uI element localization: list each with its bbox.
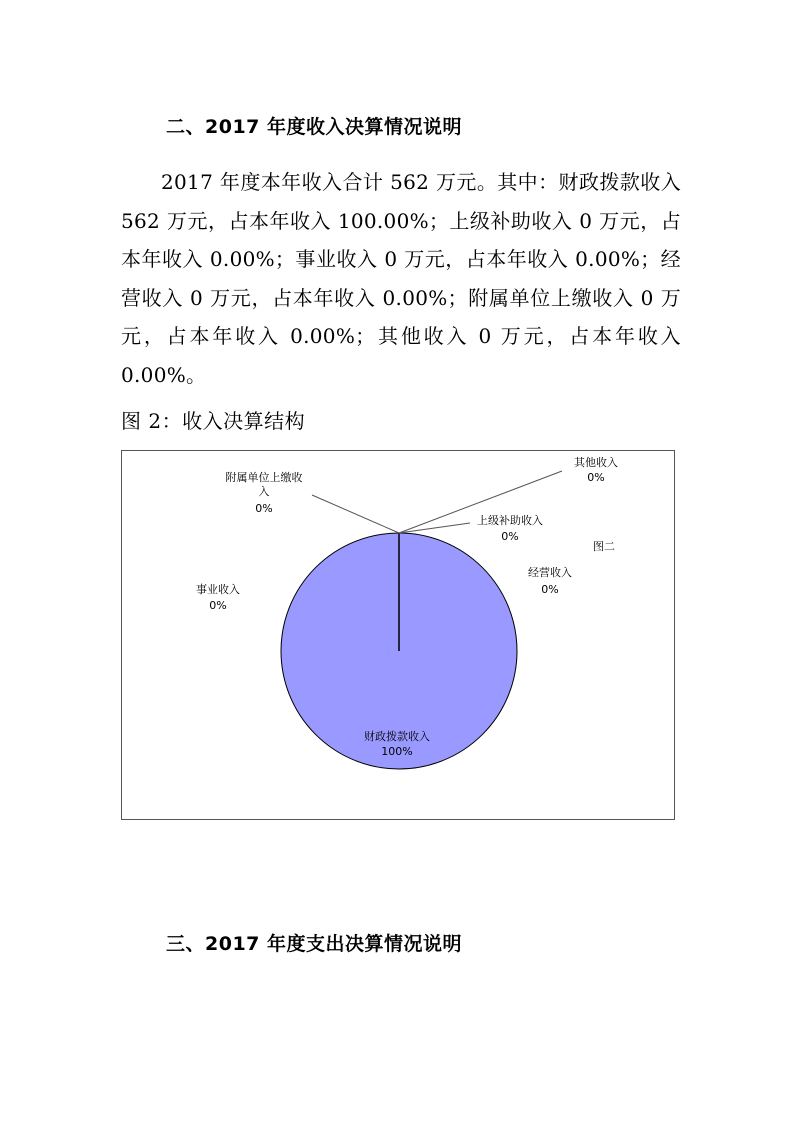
- label-jingying: 经营收入: [528, 566, 572, 579]
- label-qita: 其他收入: [574, 456, 618, 469]
- pie-chart-svg: [122, 451, 676, 821]
- label-fushu-line1: 附属单位上缴收: [225, 471, 303, 484]
- label-fushu-line2: 入: [258, 485, 270, 498]
- leader-line-shangji: [399, 523, 470, 533]
- label-shiye: 事业收入: [196, 583, 240, 596]
- section-heading-income: 二、2017 年度收入决算情况说明: [166, 116, 462, 138]
- income-summary-paragraph: 2017 年度本年收入合计 562 万元。其中：财政拨款收入 562 万元，占本年收入 100.00%；上级补助收入 0 万元，占本年收入 0.00%；事业收入 0 万元，占本年收入 0.00%；经营收入 0 万元，占本年收入 0.00%；附属单位上缴收入 0 万元，占本年收入 0.00%；其他收入 0 万元，占本年收入 0.00%。: [121, 170, 681, 387]
- chart-title: 图二: [593, 540, 615, 553]
- leader-line-fushu: [312, 495, 399, 533]
- label-shangji: 上级补助收入: [477, 514, 543, 527]
- label-shangji-pct: 0%: [501, 530, 519, 543]
- label-jingying-pct: 0%: [541, 583, 559, 596]
- figure-caption: 图 2：收入决算结构: [121, 409, 306, 433]
- label-caizheng-pct: 100%: [381, 745, 413, 758]
- label-fushu-pct: 0%: [255, 502, 273, 515]
- section-heading-expenditure: 三、2017 年度支出决算情况说明: [166, 933, 462, 955]
- label-shiye-pct: 0%: [209, 599, 227, 612]
- pie-chart: [121, 450, 675, 820]
- label-qita-pct: 0%: [587, 471, 605, 484]
- label-caizheng: 财政拨款收入: [364, 730, 430, 743]
